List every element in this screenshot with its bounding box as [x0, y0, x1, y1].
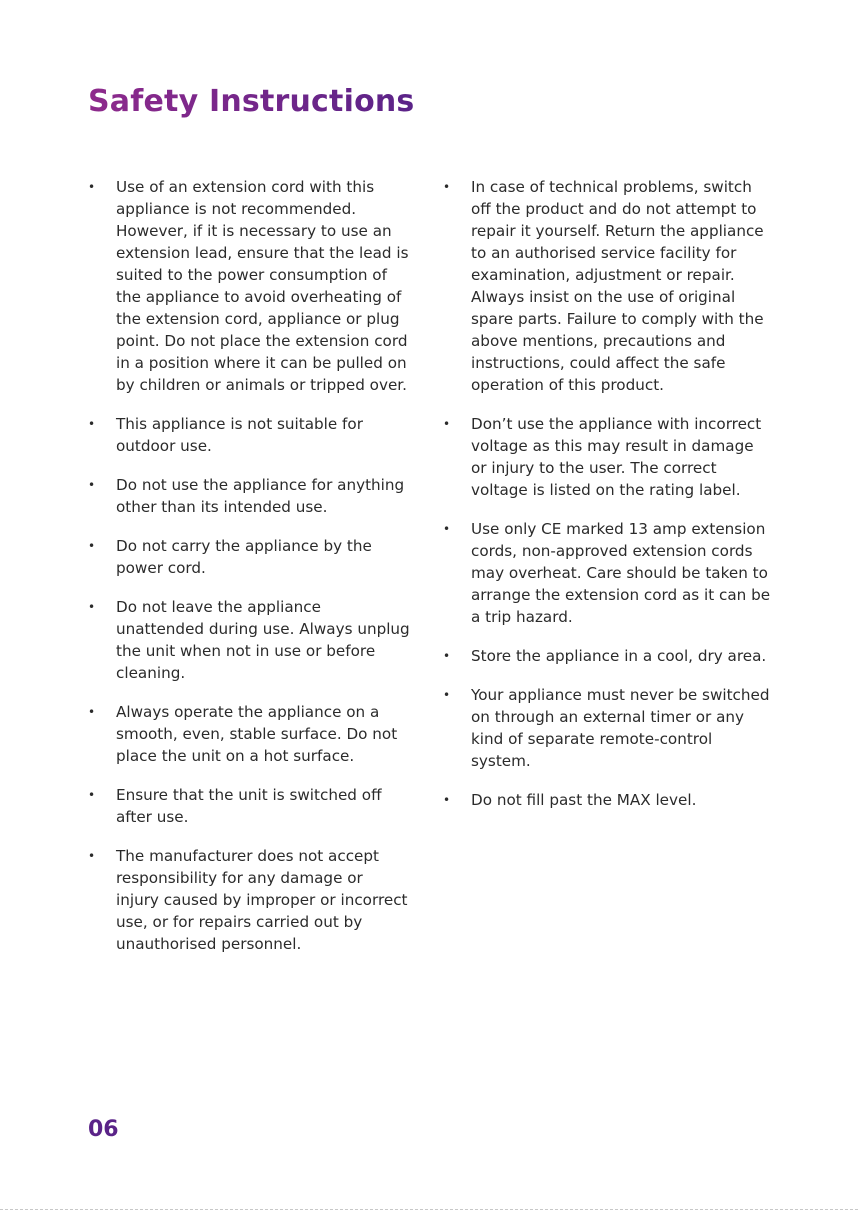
bullet-icon: • [443, 649, 451, 663]
safety-list-right [443, 176, 773, 828]
bullet-icon: • [88, 788, 96, 802]
list-item-text: Do not leave the appliance unattended during use. Always unplug the unit when not in use or before cleaning. [116, 598, 410, 682]
list-item [88, 535, 410, 579]
bullet-icon: • [88, 600, 96, 614]
bullet-icon: • [88, 705, 96, 719]
bullet-icon: • [443, 417, 451, 431]
list-item [88, 701, 410, 767]
page-edge-divider [0, 1209, 858, 1210]
list-item [443, 518, 773, 628]
bullet-icon: • [88, 478, 96, 492]
page-number: 06 [88, 1117, 119, 1142]
list-item-text: In case of technical problems, switch off the product and do not attempt to repair it yourself. Return the appliance to an authorised service facility for examination, adjustment or repair. Always insist on the use of original spare parts. Failure to comply with the above mentions, precautions and instructions, could affect the safe operation of this product. [471, 178, 764, 394]
list-item [88, 845, 410, 955]
list-item [443, 789, 773, 811]
list-item-text: Your appliance must never be switched on through an external timer or any kind of separate remote-control system. [471, 686, 770, 770]
list-item [443, 684, 773, 772]
bullet-icon: • [443, 180, 451, 194]
list-item-text: The manufacturer does not accept responsibility for any damage or injury caused by improper or incorrect use, or for repairs carried out by unauthorised personnel. [116, 847, 408, 953]
list-item [88, 413, 410, 457]
list-item-text: Use only CE marked 13 amp extension cords, non-approved extension cords may overheat. Care should be taken to arrange the extension cord as it can be a trip hazard. [471, 520, 771, 626]
bullet-icon: • [88, 417, 96, 431]
list-item [443, 413, 773, 501]
list-item-text: This appliance is not suitable for outdoor use. [116, 415, 363, 455]
list-item-text: Use of an extension cord with this appliance is not recommended. However, if it is necessary to use an extension lead, ensure that the lead is suited to the power consumption of the appliance to avoid overheating of the extension cord, appliance or plug point. Do not place the extension cord in a position where it can be pulled on by children or animals or tripped over. [116, 178, 409, 394]
list-item-text: Ensure that the unit is switched off after use. [116, 786, 382, 826]
bullet-icon: • [88, 849, 96, 863]
list-item [88, 176, 410, 396]
list-item-text: Do not use the appliance for anything other than its intended use. [116, 476, 405, 516]
list-item-text: Do not fill past the MAX level. [471, 791, 697, 809]
list-item [88, 596, 410, 684]
list-item [443, 645, 773, 667]
list-item-text: Do not carry the appliance by the power cord. [116, 537, 372, 577]
list-item [88, 474, 410, 518]
bullet-icon: • [443, 522, 451, 536]
list-item-text: Don’t use the appliance with incorrect voltage as this may result in damage or injury to the user. The correct voltage is listed on the rating label. [471, 415, 762, 499]
list-item [88, 784, 410, 828]
list-item-text: Store the appliance in a cool, dry area. [471, 647, 767, 665]
bullet-icon: • [88, 180, 96, 194]
safety-list-left [88, 176, 410, 972]
page-title: Safety Instructions [88, 82, 415, 122]
bullet-icon: • [443, 688, 451, 702]
bullet-icon: • [88, 539, 96, 553]
bullet-icon: • [443, 793, 451, 807]
list-item [443, 176, 773, 396]
list-item-text: Always operate the appliance on a smooth, even, stable surface. Do not place the unit on a hot surface. [116, 703, 398, 765]
